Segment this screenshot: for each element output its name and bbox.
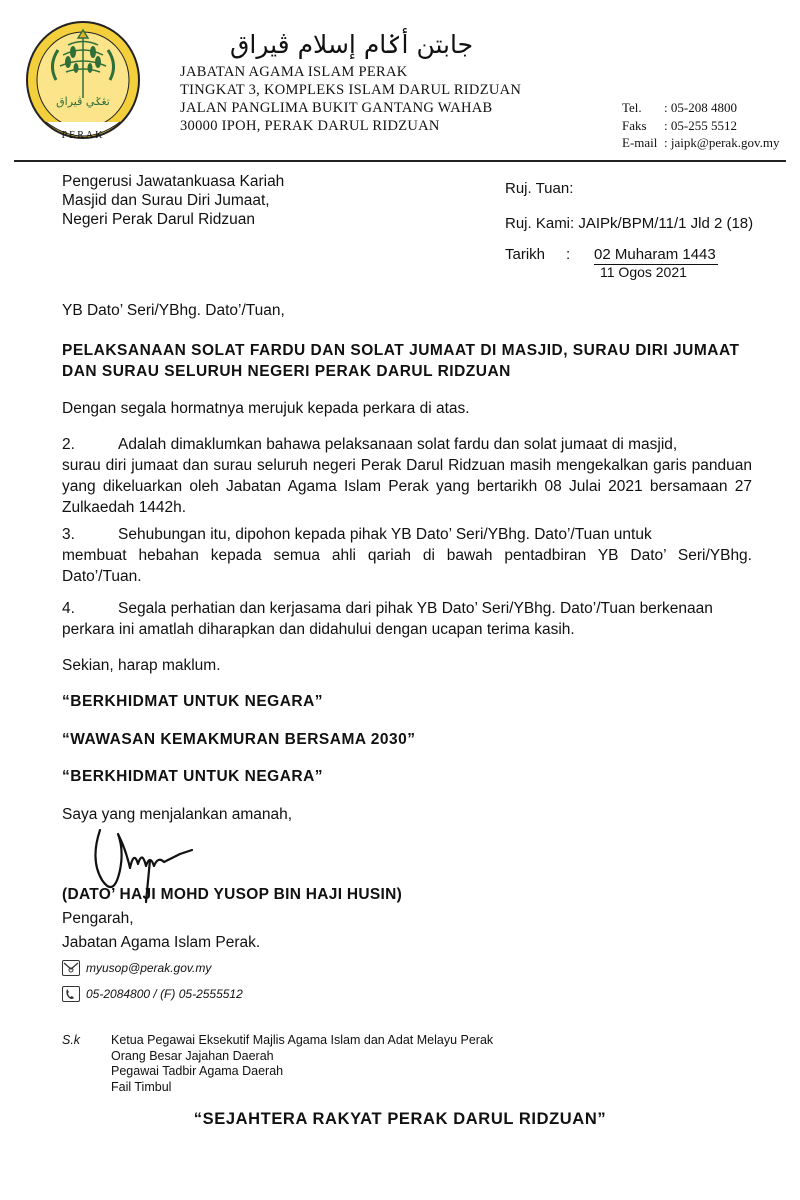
email-value: : jaipk@perak.gov.my xyxy=(664,135,780,150)
recipient-line: Masjid dan Surau Diri Jumaat, xyxy=(62,192,270,209)
perak-crest-logo xyxy=(18,10,148,150)
paragraph-2 xyxy=(62,434,752,518)
recipient-address xyxy=(62,172,284,229)
closing-line: Sekian, harap maklum. xyxy=(62,657,221,674)
paragraph-lead: Adalah dimaklumkan bahawa pelaksanaan solat fardu dan solat jumaat di masjid, xyxy=(118,436,678,453)
signatory-email: myusop@perak.gov.my xyxy=(86,961,212,975)
salutation: YB Dato’ Seri/YBhg. Dato’/Tuan, xyxy=(62,302,285,319)
cc-item: Fail Timbul xyxy=(111,1079,172,1094)
agency-address-block xyxy=(180,63,521,135)
fax-value: : 05-255 5512 xyxy=(664,117,737,133)
signatory-name: (DATO’ HAJI MOHD YUSOP BIN HAJI HUSIN) xyxy=(62,886,403,903)
paragraph-3 xyxy=(62,524,752,587)
footer-motto: “SEJAHTERA RAKYAT PERAK DARUL RIDZUAN” xyxy=(193,1110,607,1128)
crest-jawi-text: تڠݢي ڤيراق xyxy=(56,95,110,108)
paragraph-lead: Segala perhatian dan kerjasama dari pihak YB Dato’ Seri/YBhg. Dato’/Tuan berkenaan xyxy=(118,600,713,617)
agency-name: JABATAN AGAMA ISLAM PERAK xyxy=(180,64,408,80)
tel-label: Tel. xyxy=(622,100,642,115)
letter-subject: PELAKSANAAN SOLAT FARDU DAN SOLAT JUMAAT DI MASJID, SURAU DIRI JUMAAT DAN SURAU SELURUH NEGERI PERAK DARUL RIDZUAN xyxy=(62,342,740,380)
paragraph-1: Dengan segala hormatnya merujuk kepada perkara di atas. xyxy=(62,400,470,417)
signatory-phone-row xyxy=(62,986,243,1002)
motto-line: “BERKHIDMAT UNTUK NEGARA” xyxy=(62,768,324,785)
paragraph-body: membuat hebahan kepada semua ahli qariah di bawah pentadbiran YB Dato’ Seri/YBhg. Dato’/Tuan. xyxy=(62,547,752,585)
email-label: E-mail xyxy=(622,135,658,150)
paragraph-number: 4. xyxy=(62,600,75,617)
paragraph-number: 3. xyxy=(62,526,75,543)
motto-line: “BERKHIDMAT UNTUK NEGARA” xyxy=(62,693,324,710)
date-label: Tarikh xyxy=(505,246,546,263)
agency-address-line: 30000 IPOH, PERAK DARUL RIDZUAN xyxy=(180,118,440,134)
trust-line: Saya yang menjalankan amanah, xyxy=(62,806,293,823)
phone-icon xyxy=(62,986,80,1002)
ref-your: Ruj. Tuan: xyxy=(505,180,574,197)
paragraph-number: 2. xyxy=(62,436,75,453)
crest-label: PERAK xyxy=(61,130,105,141)
date-colon: : xyxy=(566,246,571,263)
recipient-line: Pengerusi Jawatankuasa Kariah xyxy=(62,173,285,190)
signatory-phone: 05-2084800 / (F) 05-2555512 xyxy=(86,987,243,1001)
signatory-email-row xyxy=(62,960,211,976)
date-hijri: 02 Muharam 1443 xyxy=(594,246,716,263)
paragraph-4 xyxy=(62,598,752,640)
fax-label: Faks xyxy=(622,117,647,133)
agency-address-line: JALAN PANGLIMA BUKIT GANTANG WAHAB xyxy=(180,100,493,116)
tel-value: : 05-208 4800 xyxy=(664,100,737,115)
cc-list xyxy=(111,1033,493,1095)
date-gregorian: 11 Ogos 2021 xyxy=(600,264,687,280)
paragraph-body: surau diri jumaat dan surau seluruh negeri Perak Darul Ridzuan masih mengekalkan garis panduan yang dikeluarkan oleh Jabatan Agama Islam Perak yang bertarikh 08 Julai 2021 bersamaan 27 Zulkaedah 1442h. xyxy=(62,457,752,516)
paragraph-lead: Sehubungan itu, dipohon kepada pihak YB Dato’ Seri/YBhg. Dato’/Tuan untuk xyxy=(118,526,652,543)
cc-label: S.k xyxy=(62,1033,81,1047)
signatory-title: Pengarah, xyxy=(62,910,134,927)
signatory-department: Jabatan Agama Islam Perak. xyxy=(62,934,261,951)
cc-item: Pegawai Tadbir Agama Daerah xyxy=(111,1064,284,1078)
cc-item: Ketua Pegawai Eksekutif Majlis Agama Islam dan Adat Melayu Perak xyxy=(111,1033,494,1047)
header-divider xyxy=(14,160,786,162)
email-icon xyxy=(62,960,80,976)
cc-item: Orang Besar Jajahan Daerah xyxy=(111,1048,274,1063)
motto-line: “WAWASAN KEMAKMURAN BERSAMA 2030” xyxy=(62,731,416,748)
contact-block xyxy=(622,99,779,152)
recipient-line: Negeri Perak Darul Ridzuan xyxy=(62,211,255,228)
agency-address-line: TINGKAT 3, KOMPLEKS ISLAM DARUL RIDZUAN xyxy=(180,82,522,98)
agency-arabic-name: جابتن أݢام إسلام ڤيراق xyxy=(230,30,474,59)
ref-ours: Ruj. Kami: JAIPk/BPM/11/1 Jld 2 (18) xyxy=(505,215,754,232)
paragraph-body: perkara ini amatlah diharapkan dan didahului dengan ucapan terima kasih. xyxy=(62,621,575,638)
